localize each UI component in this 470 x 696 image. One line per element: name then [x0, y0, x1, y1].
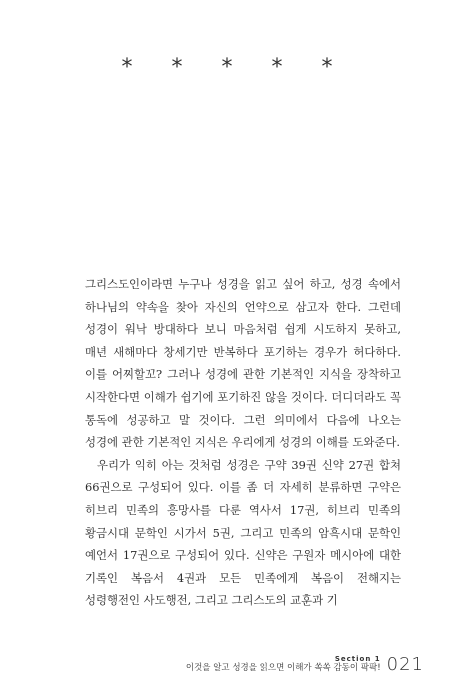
section-break-stars: * * * * *	[121, 55, 349, 80]
paragraph-1: 그리스도인이라면 누구나 성경을 읽고 싶어 하고, 성경 속에서 하나님의 약속을 찾아 자신의 언약으로 삼고자 한다. 그런데 성경이 워낙 방대하다 보니 마음처럼 쉽게 시도하지 못하고, 매년 새해마다 창세기만 반복하다 포기하는 경우가 허다하다. 이를 어찌할꼬? 그러나 성경에 관한 기본적인 지식을 장착하고 시작한다면 이해가 쉽기에 포기하진 않을 것이다. 더디더라도 꼭 통독에 성공하고 말 것이다. 그런 의미에서 다음에 나오는 성경에 관한 기본적인 지식은 우리에게 성경의 이해를 도와준다.	[85, 277, 401, 450]
page-footer	[186, 655, 424, 674]
section-label: Section 1	[334, 655, 381, 663]
paragraph-2: 우리가 익히 아는 것처럼 성경은 구약 39권 신약 27권 합쳐 66권으로 구성되어 있다. 이를 좀 더 자세히 분류하면 구약은 히브리 민족의 흥망사를 다룬 역사서 17권, 히브리 민족의 황금시대 문학인 시가서 5권, 그리고 민족의 암흑시대 문학인 예언서 17권으로 구성되어 있다. 신약은 구원자 메시아에 대한 기록인 복음서 4권과 모든 민족에게 복음이 전해지는 성령행전인 사도행전, 그리고 그리스도의 교훈과 기	[85, 457, 401, 608]
page-number: 021	[386, 654, 424, 675]
body-text	[85, 273, 401, 612]
running-title: 이것을 알고 성경을 읽으면 이해가 쏙쏙 감동이 팍팍!	[185, 663, 381, 673]
footer-text	[186, 655, 381, 674]
